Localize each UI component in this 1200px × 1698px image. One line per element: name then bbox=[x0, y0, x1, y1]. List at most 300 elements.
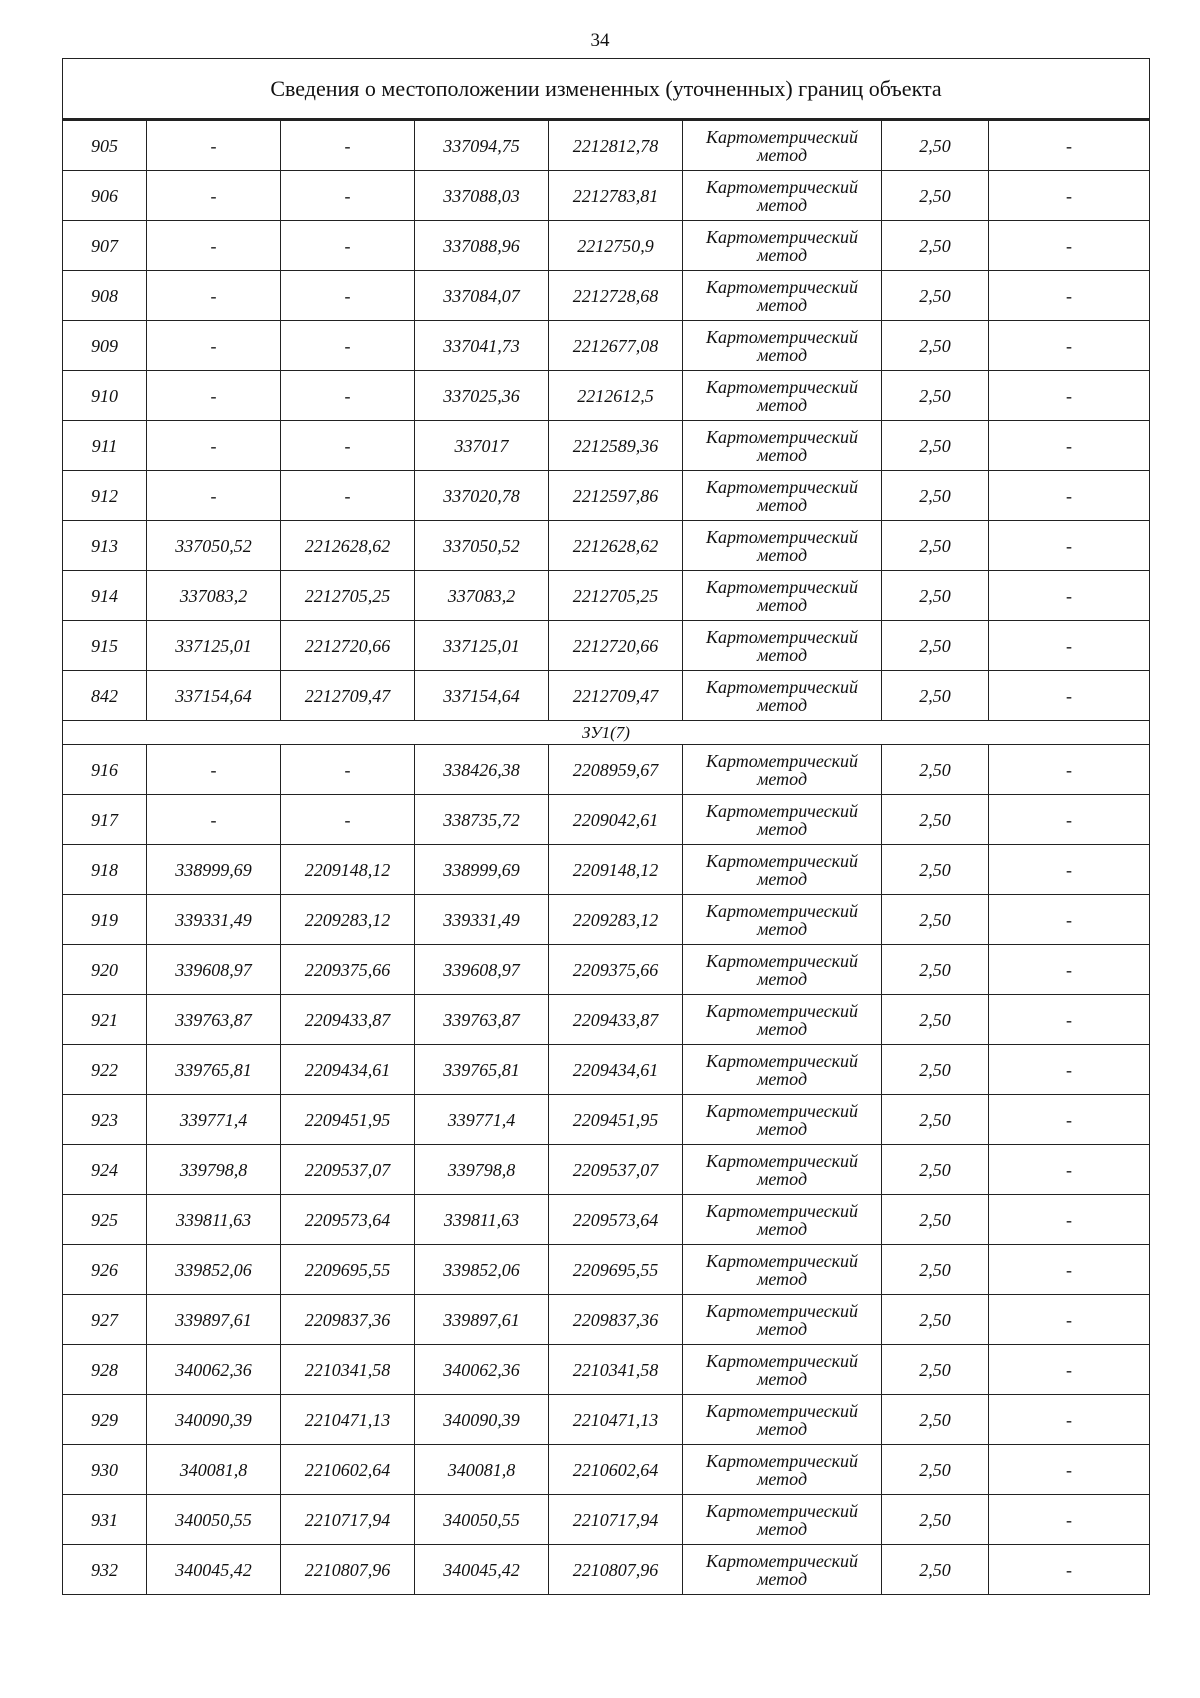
old-x-cell: - bbox=[147, 120, 281, 171]
table-row bbox=[63, 1045, 1150, 1095]
old-y-cell: 2209537,07 bbox=[281, 1145, 415, 1195]
old-x-cell: - bbox=[147, 171, 281, 221]
accuracy-cell: 2,50 bbox=[882, 221, 989, 271]
old-y-cell: 2210602,64 bbox=[281, 1445, 415, 1495]
method-cell bbox=[683, 171, 882, 221]
point-number-cell: 920 bbox=[63, 945, 147, 995]
new-x-cell: 337088,03 bbox=[415, 171, 549, 221]
section-label: ЗУ1(7) bbox=[63, 721, 1150, 745]
old-y-cell: 2209148,12 bbox=[281, 845, 415, 895]
new-y-cell: 2212812,78 bbox=[549, 120, 683, 171]
new-y-cell: 2209283,12 bbox=[549, 895, 683, 945]
old-x-cell: 337083,2 bbox=[147, 571, 281, 621]
method-cell bbox=[683, 621, 882, 671]
old-x-cell: 337125,01 bbox=[147, 621, 281, 671]
accuracy-cell: 2,50 bbox=[882, 171, 989, 221]
description-cell: - bbox=[989, 521, 1150, 571]
old-y-cell: 2212709,47 bbox=[281, 671, 415, 721]
new-y-cell: 2212728,68 bbox=[549, 271, 683, 321]
table-row bbox=[63, 1445, 1150, 1495]
new-y-cell: 2212783,81 bbox=[549, 171, 683, 221]
description-cell: - bbox=[989, 1545, 1150, 1595]
new-x-cell: 338999,69 bbox=[415, 845, 549, 895]
new-y-cell: 2209148,12 bbox=[549, 845, 683, 895]
table-row bbox=[63, 1295, 1150, 1345]
method-line1: Картометрический bbox=[705, 1550, 858, 1571]
method-line2: метод bbox=[756, 144, 808, 165]
description-cell: - bbox=[989, 995, 1150, 1045]
point-number-cell: 909 bbox=[63, 321, 147, 371]
method-cell bbox=[683, 945, 882, 995]
new-y-cell: 2210341,58 bbox=[549, 1345, 683, 1395]
method-line1: Картометрический bbox=[705, 1500, 858, 1521]
description-cell: - bbox=[989, 945, 1150, 995]
accuracy-cell: 2,50 bbox=[882, 1045, 989, 1095]
old-x-cell: 339897,61 bbox=[147, 1295, 281, 1345]
new-x-cell: 337084,07 bbox=[415, 271, 549, 321]
point-number-cell: 915 bbox=[63, 621, 147, 671]
description-cell: - bbox=[989, 171, 1150, 221]
old-x-cell: 340090,39 bbox=[147, 1395, 281, 1445]
method-cell bbox=[683, 795, 882, 845]
method-line1: Картометрический bbox=[705, 176, 858, 197]
method-line2: метод bbox=[756, 394, 808, 415]
method-cell bbox=[683, 1295, 882, 1345]
method-line2: метод bbox=[756, 818, 808, 839]
table-row bbox=[63, 1245, 1150, 1295]
old-y-cell: 2210717,94 bbox=[281, 1495, 415, 1545]
new-y-cell: 2209695,55 bbox=[549, 1245, 683, 1295]
method-line2: метод bbox=[756, 868, 808, 889]
method-line1: Картометрический bbox=[705, 850, 858, 871]
description-cell: - bbox=[989, 845, 1150, 895]
accuracy-cell: 2,50 bbox=[882, 945, 989, 995]
method-cell bbox=[683, 895, 882, 945]
method-line1: Картометрический bbox=[705, 126, 858, 147]
new-y-cell: 2212720,66 bbox=[549, 621, 683, 671]
method-line1: Картометрический bbox=[705, 800, 858, 821]
method-line2: метод bbox=[756, 644, 808, 665]
point-number-cell: 917 bbox=[63, 795, 147, 845]
accuracy-cell: 2,50 bbox=[882, 521, 989, 571]
old-y-cell: - bbox=[281, 471, 415, 521]
accuracy-cell: 2,50 bbox=[882, 421, 989, 471]
point-number-cell: 923 bbox=[63, 1095, 147, 1145]
old-x-cell: 339771,4 bbox=[147, 1095, 281, 1145]
accuracy-cell: 2,50 bbox=[882, 845, 989, 895]
accuracy-cell: 2,50 bbox=[882, 1445, 989, 1495]
method-line1: Картометрический bbox=[705, 750, 858, 771]
old-y-cell: 2209573,64 bbox=[281, 1195, 415, 1245]
table-body bbox=[63, 59, 1150, 1595]
method-line2: метод bbox=[756, 194, 808, 215]
method-cell bbox=[683, 1345, 882, 1395]
new-y-cell: 2210471,13 bbox=[549, 1395, 683, 1445]
description-cell: - bbox=[989, 421, 1150, 471]
method-line2: метод bbox=[756, 494, 808, 515]
new-x-cell: 337050,52 bbox=[415, 521, 549, 571]
method-line2: метод bbox=[756, 1068, 808, 1089]
old-y-cell: 2212705,25 bbox=[281, 571, 415, 621]
method-line2: метод bbox=[756, 544, 808, 565]
method-line2: метод bbox=[756, 1168, 808, 1189]
point-number-cell: 912 bbox=[63, 471, 147, 521]
table-row bbox=[63, 421, 1150, 471]
accuracy-cell: 2,50 bbox=[882, 1295, 989, 1345]
point-number-cell: 911 bbox=[63, 421, 147, 471]
old-y-cell: 2209837,36 bbox=[281, 1295, 415, 1345]
description-cell: - bbox=[989, 795, 1150, 845]
description-cell: - bbox=[989, 1295, 1150, 1345]
method-line1: Картометрический bbox=[705, 1200, 858, 1221]
method-line2: метод bbox=[756, 594, 808, 615]
new-x-cell: 337125,01 bbox=[415, 621, 549, 671]
method-cell bbox=[683, 1545, 882, 1595]
method-line1: Картометрический bbox=[705, 476, 858, 497]
description-cell: - bbox=[989, 621, 1150, 671]
new-y-cell: 2209434,61 bbox=[549, 1045, 683, 1095]
table-row bbox=[63, 571, 1150, 621]
old-y-cell: 2209451,95 bbox=[281, 1095, 415, 1145]
new-y-cell: 2209433,87 bbox=[549, 995, 683, 1045]
method-line2: метод bbox=[756, 1418, 808, 1439]
description-cell: - bbox=[989, 120, 1150, 171]
point-number-cell: 926 bbox=[63, 1245, 147, 1295]
table-row bbox=[63, 1145, 1150, 1195]
new-y-cell: 2212597,86 bbox=[549, 471, 683, 521]
accuracy-cell: 2,50 bbox=[882, 1395, 989, 1445]
new-x-cell: 338426,38 bbox=[415, 745, 549, 795]
old-x-cell: 340045,42 bbox=[147, 1545, 281, 1595]
method-line1: Картометрический bbox=[705, 1350, 858, 1371]
accuracy-cell: 2,50 bbox=[882, 471, 989, 521]
table-row bbox=[63, 521, 1150, 571]
method-line1: Картометрический bbox=[705, 1100, 858, 1121]
method-cell bbox=[683, 271, 882, 321]
method-line2: метод bbox=[756, 1518, 808, 1539]
table-row bbox=[63, 845, 1150, 895]
accuracy-cell: 2,50 bbox=[882, 571, 989, 621]
accuracy-cell: 2,50 bbox=[882, 995, 989, 1045]
new-x-cell: 338735,72 bbox=[415, 795, 549, 845]
method-line2: метод bbox=[756, 244, 808, 265]
description-cell: - bbox=[989, 1245, 1150, 1295]
old-x-cell: 338999,69 bbox=[147, 845, 281, 895]
old-x-cell: 340062,36 bbox=[147, 1345, 281, 1395]
description-cell: - bbox=[989, 1395, 1150, 1445]
point-number-cell: 908 bbox=[63, 271, 147, 321]
section-header-row bbox=[63, 721, 1150, 745]
point-number-cell: 922 bbox=[63, 1045, 147, 1095]
old-y-cell: 2212720,66 bbox=[281, 621, 415, 671]
new-x-cell: 340081,8 bbox=[415, 1445, 549, 1495]
method-line2: метод bbox=[756, 444, 808, 465]
new-y-cell: 2212709,47 bbox=[549, 671, 683, 721]
method-line2: метод bbox=[756, 1468, 808, 1489]
old-x-cell: - bbox=[147, 221, 281, 271]
boundary-coordinates-table bbox=[62, 58, 1150, 1595]
method-cell bbox=[683, 845, 882, 895]
point-number-cell: 913 bbox=[63, 521, 147, 571]
point-number-cell: 929 bbox=[63, 1395, 147, 1445]
accuracy-cell: 2,50 bbox=[882, 1145, 989, 1195]
new-x-cell: 339852,06 bbox=[415, 1245, 549, 1295]
accuracy-cell: 2,50 bbox=[882, 795, 989, 845]
old-y-cell: 2210807,96 bbox=[281, 1545, 415, 1595]
accuracy-cell: 2,50 bbox=[882, 745, 989, 795]
method-line1: Картометрический bbox=[705, 1250, 858, 1271]
new-y-cell: 2209837,36 bbox=[549, 1295, 683, 1345]
new-y-cell: 2212705,25 bbox=[549, 571, 683, 621]
point-number-cell: 932 bbox=[63, 1545, 147, 1595]
accuracy-cell: 2,50 bbox=[882, 321, 989, 371]
new-x-cell: 339331,49 bbox=[415, 895, 549, 945]
table-row bbox=[63, 321, 1150, 371]
old-y-cell: - bbox=[281, 171, 415, 221]
method-cell bbox=[683, 671, 882, 721]
method-cell bbox=[683, 421, 882, 471]
method-cell bbox=[683, 521, 882, 571]
point-number-cell: 931 bbox=[63, 1495, 147, 1545]
method-line2: метод bbox=[756, 1318, 808, 1339]
old-y-cell: 2209375,66 bbox=[281, 945, 415, 995]
new-x-cell: 340045,42 bbox=[415, 1545, 549, 1595]
method-cell bbox=[683, 1445, 882, 1495]
accuracy-cell: 2,50 bbox=[882, 1195, 989, 1245]
old-x-cell: - bbox=[147, 471, 281, 521]
old-x-cell: - bbox=[147, 421, 281, 471]
new-x-cell: 339798,8 bbox=[415, 1145, 549, 1195]
method-line1: Картометрический bbox=[705, 1050, 858, 1071]
method-cell bbox=[683, 1395, 882, 1445]
method-line1: Картометрический bbox=[705, 950, 858, 971]
new-x-cell: 340062,36 bbox=[415, 1345, 549, 1395]
new-x-cell: 339608,97 bbox=[415, 945, 549, 995]
old-x-cell: 337050,52 bbox=[147, 521, 281, 571]
point-number-cell: 906 bbox=[63, 171, 147, 221]
description-cell: - bbox=[989, 895, 1150, 945]
new-y-cell: 2212677,08 bbox=[549, 321, 683, 371]
new-y-cell: 2212589,36 bbox=[549, 421, 683, 471]
accuracy-cell: 2,50 bbox=[882, 1545, 989, 1595]
description-cell: - bbox=[989, 1495, 1150, 1545]
method-line1: Картометрический bbox=[705, 1450, 858, 1471]
description-cell: - bbox=[989, 1445, 1150, 1495]
new-y-cell: 2210717,94 bbox=[549, 1495, 683, 1545]
old-y-cell: - bbox=[281, 120, 415, 171]
description-cell: - bbox=[989, 471, 1150, 521]
old-x-cell: - bbox=[147, 745, 281, 795]
method-line1: Картометрический bbox=[705, 276, 858, 297]
new-x-cell: 337017 bbox=[415, 421, 549, 471]
old-x-cell: 339811,63 bbox=[147, 1195, 281, 1245]
new-x-cell: 339763,87 bbox=[415, 995, 549, 1045]
method-line2: метод bbox=[756, 1218, 808, 1239]
method-line1: Картометрический bbox=[705, 626, 858, 647]
table-row bbox=[63, 1545, 1150, 1595]
method-cell bbox=[683, 1495, 882, 1545]
table-row bbox=[63, 1195, 1150, 1245]
description-cell: - bbox=[989, 671, 1150, 721]
table-row bbox=[63, 795, 1150, 845]
accuracy-cell: 2,50 bbox=[882, 671, 989, 721]
table-row bbox=[63, 945, 1150, 995]
point-number-cell: 914 bbox=[63, 571, 147, 621]
old-x-cell: 340050,55 bbox=[147, 1495, 281, 1545]
table-row bbox=[63, 1345, 1150, 1395]
old-y-cell: 2212628,62 bbox=[281, 521, 415, 571]
table-row bbox=[63, 1095, 1150, 1145]
accuracy-cell: 2,50 bbox=[882, 371, 989, 421]
point-number-cell: 924 bbox=[63, 1145, 147, 1195]
table-row bbox=[63, 371, 1150, 421]
accuracy-cell: 2,50 bbox=[882, 271, 989, 321]
old-x-cell: 339798,8 bbox=[147, 1145, 281, 1195]
method-line2: метод bbox=[756, 918, 808, 939]
method-line2: метод bbox=[756, 1268, 808, 1289]
new-x-cell: 340090,39 bbox=[415, 1395, 549, 1445]
new-x-cell: 337020,78 bbox=[415, 471, 549, 521]
accuracy-cell: 2,50 bbox=[882, 621, 989, 671]
description-cell: - bbox=[989, 1345, 1150, 1395]
accuracy-cell: 2,50 bbox=[882, 120, 989, 171]
old-y-cell: - bbox=[281, 321, 415, 371]
accuracy-cell: 2,50 bbox=[882, 1095, 989, 1145]
description-cell: - bbox=[989, 571, 1150, 621]
old-y-cell: - bbox=[281, 745, 415, 795]
old-x-cell: - bbox=[147, 271, 281, 321]
new-y-cell: 2210807,96 bbox=[549, 1545, 683, 1595]
new-y-cell: 2209451,95 bbox=[549, 1095, 683, 1145]
new-x-cell: 337041,73 bbox=[415, 321, 549, 371]
new-y-cell: 2209375,66 bbox=[549, 945, 683, 995]
new-x-cell: 337088,96 bbox=[415, 221, 549, 271]
table-row bbox=[63, 221, 1150, 271]
new-x-cell: 340050,55 bbox=[415, 1495, 549, 1545]
method-line1: Картометрический bbox=[705, 426, 858, 447]
method-cell bbox=[683, 321, 882, 371]
description-cell: - bbox=[989, 321, 1150, 371]
method-line1: Картометрический bbox=[705, 226, 858, 247]
new-x-cell: 339771,4 bbox=[415, 1095, 549, 1145]
method-line1: Картометрический bbox=[705, 526, 858, 547]
table-title-row bbox=[63, 59, 1150, 120]
method-line1: Картометрический bbox=[705, 1300, 858, 1321]
table-row bbox=[63, 171, 1150, 221]
point-number-cell: 928 bbox=[63, 1345, 147, 1395]
new-x-cell: 337094,75 bbox=[415, 120, 549, 171]
description-cell: - bbox=[989, 1045, 1150, 1095]
accuracy-cell: 2,50 bbox=[882, 895, 989, 945]
method-cell bbox=[683, 471, 882, 521]
description-cell: - bbox=[989, 1145, 1150, 1195]
old-x-cell: 339765,81 bbox=[147, 1045, 281, 1095]
old-x-cell: - bbox=[147, 795, 281, 845]
method-line1: Картометрический bbox=[705, 326, 858, 347]
point-number-cell: 918 bbox=[63, 845, 147, 895]
method-cell bbox=[683, 1045, 882, 1095]
method-line1: Картометрический bbox=[705, 676, 858, 697]
point-number-cell: 910 bbox=[63, 371, 147, 421]
new-x-cell: 337025,36 bbox=[415, 371, 549, 421]
point-number-cell: 916 bbox=[63, 745, 147, 795]
method-cell bbox=[683, 1245, 882, 1295]
accuracy-cell: 2,50 bbox=[882, 1495, 989, 1545]
table-row bbox=[63, 1495, 1150, 1545]
method-line2: метод bbox=[756, 968, 808, 989]
accuracy-cell: 2,50 bbox=[882, 1345, 989, 1395]
old-x-cell: 339608,97 bbox=[147, 945, 281, 995]
old-x-cell: 340081,8 bbox=[147, 1445, 281, 1495]
method-line2: метод bbox=[756, 294, 808, 315]
point-number-cell: 919 bbox=[63, 895, 147, 945]
method-cell bbox=[683, 1145, 882, 1195]
method-cell bbox=[683, 745, 882, 795]
method-line2: метод bbox=[756, 1018, 808, 1039]
method-line2: метод bbox=[756, 1118, 808, 1139]
table-row bbox=[63, 1395, 1150, 1445]
point-number-cell: 925 bbox=[63, 1195, 147, 1245]
new-x-cell: 339897,61 bbox=[415, 1295, 549, 1345]
new-x-cell: 339765,81 bbox=[415, 1045, 549, 1095]
table-row bbox=[63, 471, 1150, 521]
new-y-cell: 2210602,64 bbox=[549, 1445, 683, 1495]
old-y-cell: - bbox=[281, 371, 415, 421]
accuracy-cell: 2,50 bbox=[882, 1245, 989, 1295]
point-number-cell: 905 bbox=[63, 120, 147, 171]
method-line1: Картометрический bbox=[705, 1000, 858, 1021]
old-x-cell: 339763,87 bbox=[147, 995, 281, 1045]
new-y-cell: 2208959,67 bbox=[549, 745, 683, 795]
old-x-cell: 337154,64 bbox=[147, 671, 281, 721]
method-cell bbox=[683, 221, 882, 271]
description-cell: - bbox=[989, 221, 1150, 271]
method-line1: Картометрический bbox=[705, 576, 858, 597]
old-y-cell: 2210341,58 bbox=[281, 1345, 415, 1395]
description-cell: - bbox=[989, 1195, 1150, 1245]
point-number-cell: 930 bbox=[63, 1445, 147, 1495]
method-line1: Картометрический bbox=[705, 1400, 858, 1421]
description-cell: - bbox=[989, 371, 1150, 421]
new-y-cell: 2209573,64 bbox=[549, 1195, 683, 1245]
table-row bbox=[63, 671, 1150, 721]
method-cell bbox=[683, 995, 882, 1045]
method-cell bbox=[683, 371, 882, 421]
new-x-cell: 339811,63 bbox=[415, 1195, 549, 1245]
old-x-cell: - bbox=[147, 371, 281, 421]
new-y-cell: 2209042,61 bbox=[549, 795, 683, 845]
method-line1: Картометрический bbox=[705, 900, 858, 921]
new-y-cell: 2212750,9 bbox=[549, 221, 683, 271]
new-x-cell: 337083,2 bbox=[415, 571, 549, 621]
description-cell: - bbox=[989, 271, 1150, 321]
description-cell: - bbox=[989, 1095, 1150, 1145]
old-y-cell: - bbox=[281, 221, 415, 271]
method-line1: Картометрический bbox=[705, 1150, 858, 1171]
old-y-cell: - bbox=[281, 271, 415, 321]
point-number-cell: 842 bbox=[63, 671, 147, 721]
method-cell bbox=[683, 120, 882, 171]
table-row bbox=[63, 895, 1150, 945]
description-cell: - bbox=[989, 745, 1150, 795]
table-row bbox=[63, 120, 1150, 171]
new-y-cell: 2209537,07 bbox=[549, 1145, 683, 1195]
method-line1: Картометрический bbox=[705, 376, 858, 397]
table-row bbox=[63, 271, 1150, 321]
table-row bbox=[63, 995, 1150, 1045]
old-x-cell: - bbox=[147, 321, 281, 371]
old-y-cell: - bbox=[281, 421, 415, 471]
